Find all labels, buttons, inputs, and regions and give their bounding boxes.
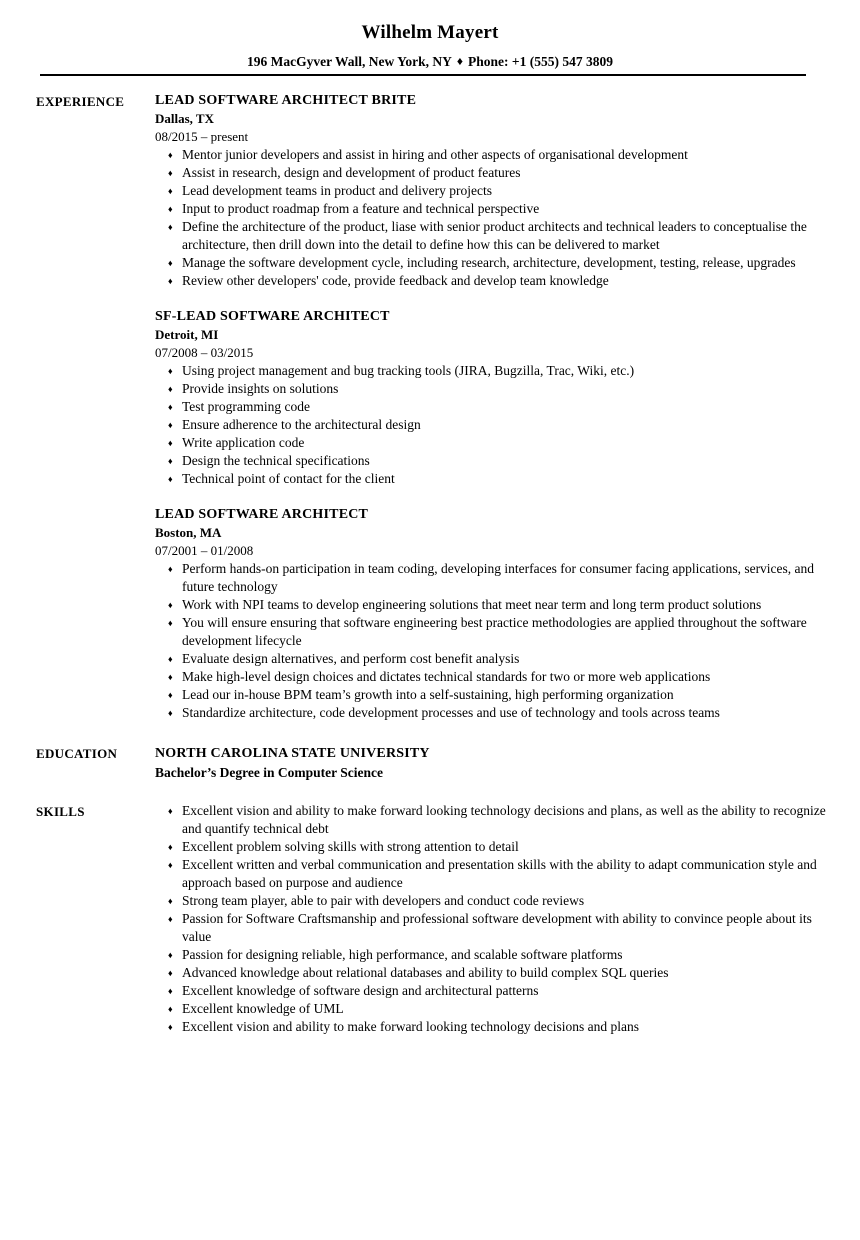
section-label-education: EDUCATION	[36, 746, 118, 762]
list-item: ♦ Write application code	[155, 434, 835, 452]
job-bullet-list	[155, 362, 835, 488]
skills-entries	[155, 802, 860, 1036]
experience-entries	[155, 92, 860, 722]
section-skills	[0, 802, 860, 1036]
job-bullet-list	[155, 560, 835, 722]
resume-body	[0, 76, 860, 1036]
list-item: ♦ Excellent knowledge of UML	[155, 1000, 835, 1018]
experience-entry	[155, 308, 835, 488]
job-location: Detroit, MI	[155, 327, 219, 343]
list-item: ♦ Lead our in-house BPM team’s growth into a self-sustaining, high performing organization	[155, 686, 835, 704]
list-item: ♦ Lead development teams in product and delivery projects	[155, 182, 835, 200]
list-item: ♦ Work with NPI teams to develop engineering solutions that meet near term and long term product solutions	[155, 596, 835, 614]
section-education	[0, 744, 860, 782]
list-item: ♦ Using project management and bug tracking tools (JIRA, Bugzilla, Trac, Wiki, etc.)	[155, 362, 835, 380]
list-item: ♦ Excellent written and verbal communication and presentation skills with the ability to adapt communication style and approach based on purpose and audience	[155, 856, 835, 892]
job-title: LEAD SOFTWARE ARCHITECT BRITE	[155, 93, 417, 109]
job-title: LEAD SOFTWARE ARCHITECT	[155, 507, 369, 523]
list-item: ♦ Design the technical specifications	[155, 452, 835, 470]
list-item: ♦ Ensure adherence to the architectural design	[155, 416, 835, 434]
list-item: ♦ Excellent problem solving skills with strong attention to detail	[155, 838, 835, 856]
job-dates: 07/2008 – 03/2015	[155, 345, 254, 361]
contact-phone: Phone: +1 (555) 547 3809	[468, 53, 613, 69]
list-item: ♦ Make high-level design choices and dictates technical standards for two or more web applications	[155, 668, 835, 686]
resume-header	[0, 0, 860, 76]
list-item: ♦ Review other developers' code, provide feedback and develop team knowledge	[155, 272, 835, 290]
contact-address: 196 MacGyver Wall, New York, NY	[247, 53, 452, 69]
job-bullet-list	[155, 146, 835, 290]
contact-line	[0, 54, 860, 70]
list-item: ♦ Input to product roadmap from a feature and technical perspective	[155, 200, 835, 218]
section-label-skills: SKILLS	[36, 804, 85, 820]
list-item: ♦ Define the architecture of the product, liase with senior product architects and technical leaders to conceptualise the architecture, then drill down into the detail to define how this can be delivered to market	[155, 218, 835, 254]
job-location: Dallas, TX	[155, 111, 214, 127]
job-dates: 08/2015 – present	[155, 129, 249, 145]
section-label-experience: EXPERIENCE	[36, 94, 125, 110]
list-item: ♦ Excellent vision and ability to make forward looking technology decisions and plans, as well as the ability to recognize and quantify technical debt	[155, 802, 835, 838]
job-dates: 07/2001 – 01/2008	[155, 543, 254, 559]
list-item: ♦ Test programming code	[155, 398, 835, 416]
list-item: ♦ Standardize architecture, code development processes and use of technology and tools across teams	[155, 704, 835, 722]
list-item: ♦ Mentor junior developers and assist in hiring and other aspects of organisational development	[155, 146, 835, 164]
list-item: ♦ Manage the software development cycle, including research, architecture, development, testing, release, upgrades	[155, 254, 835, 272]
list-item: ♦ Evaluate design alternatives, and perform cost benefit analysis	[155, 650, 835, 668]
list-item: ♦ Excellent knowledge of software design and architectural patterns	[155, 982, 835, 1000]
diamond-separator-icon: ♦	[456, 53, 464, 68]
education-entries	[155, 744, 860, 782]
list-item: ♦ Advanced knowledge about relational databases and ability to build complex SQL queries	[155, 964, 835, 982]
experience-entry	[155, 506, 835, 722]
job-title: SF-LEAD SOFTWARE ARCHITECT	[155, 309, 390, 325]
list-item: ♦ Perform hands-on participation in team coding, developing interfaces for consumer facing applications, services, and future technology	[155, 560, 835, 596]
education-school: NORTH CAROLINA STATE UNIVERSITY	[155, 746, 430, 762]
education-degree: Bachelor’s Degree in Computer Science	[155, 765, 383, 781]
list-item: ♦ Technical point of contact for the client	[155, 470, 835, 488]
list-item: ♦ Assist in research, design and development of product features	[155, 164, 835, 182]
candidate-name: Wilhelm Mayert	[361, 22, 499, 43]
experience-entry	[155, 92, 835, 290]
list-item: ♦ Passion for Software Craftsmanship and professional software development with ability to convince people about its value	[155, 910, 835, 946]
job-location: Boston, MA	[155, 525, 222, 541]
list-item: ♦ Passion for designing reliable, high performance, and scalable software platforms	[155, 946, 835, 964]
list-item: ♦ Strong team player, able to pair with developers and conduct code reviews	[155, 892, 835, 910]
list-item: ♦ Provide insights on solutions	[155, 380, 835, 398]
skills-bullet-list	[155, 802, 835, 1036]
section-experience	[0, 92, 860, 722]
list-item: ♦ Excellent vision and ability to make forward looking technology decisions and plans	[155, 1018, 835, 1036]
list-item: ♦ You will ensure ensuring that software engineering best practice methodologies are applied throughout the software development lifecycle	[155, 614, 835, 650]
